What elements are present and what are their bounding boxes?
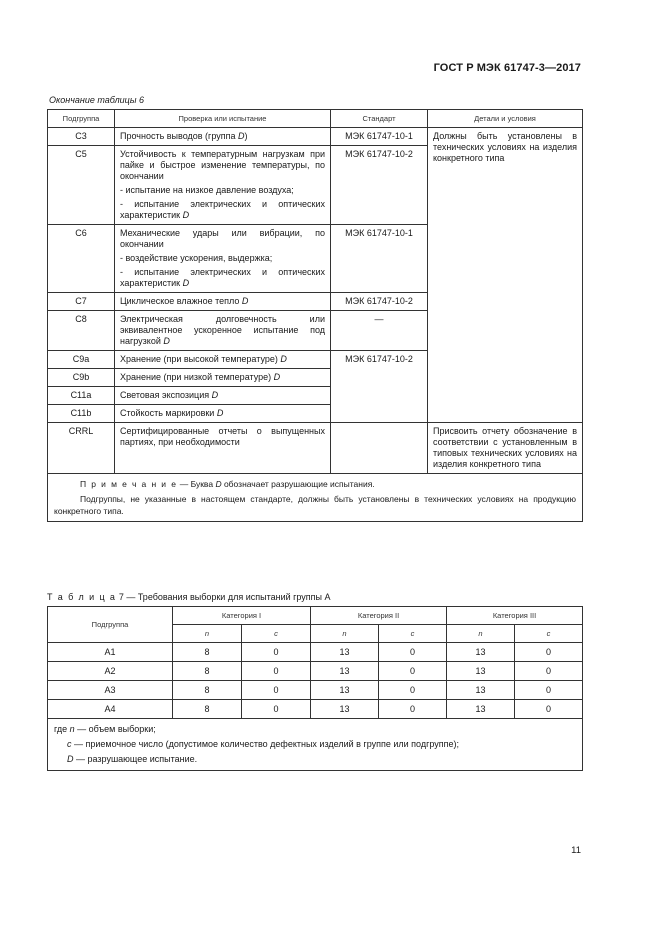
- col-header-subgroup: Подгруппа: [48, 607, 173, 643]
- cell: 0: [379, 662, 447, 681]
- row-standard: [331, 423, 428, 474]
- table-header-row: [48, 110, 583, 128]
- cell: 13: [311, 662, 379, 681]
- row-code: C5: [48, 146, 115, 225]
- col-header-subgroup: Подгруппа: [48, 110, 115, 128]
- col-header-c: c: [515, 625, 583, 643]
- table-note-row: [48, 474, 583, 522]
- col-header-category-2: Категория II: [311, 607, 447, 625]
- table-header-row: [48, 607, 583, 625]
- table-row: [48, 128, 583, 146]
- row-code: C8: [48, 311, 115, 351]
- cell: 8: [173, 643, 242, 662]
- row-subgroup: A3: [48, 681, 173, 700]
- col-header-standard: Стандарт: [331, 110, 428, 128]
- table-7-caption: Т а б л и ц а 7 — Требования выборки для испытаний группы А: [47, 592, 331, 602]
- table-row: [48, 700, 583, 719]
- cell: 0: [379, 643, 447, 662]
- col-header-n: n: [447, 625, 515, 643]
- table-row: [48, 662, 583, 681]
- cell: 8: [173, 681, 242, 700]
- table-6: [47, 109, 583, 522]
- row-test: Хранение (при низкой температуре) D: [115, 369, 331, 387]
- cell: 0: [379, 700, 447, 719]
- row-standard: МЭК 61747-10-2: [331, 293, 428, 311]
- table-legend-row: [48, 719, 583, 771]
- row-test: Циклическое влажное тепло D: [115, 293, 331, 311]
- cell: 0: [515, 643, 583, 662]
- col-header-n: n: [173, 625, 242, 643]
- cell: 13: [311, 681, 379, 700]
- row-code: CRRL: [48, 423, 115, 474]
- row-standard: МЭК 61747-10-2: [331, 351, 428, 423]
- page-number: 11: [571, 845, 581, 856]
- row-subgroup: A1: [48, 643, 173, 662]
- row-standard: МЭК 61747-10-2: [331, 146, 428, 225]
- row-test: Стойкость маркировки D: [115, 405, 331, 423]
- col-header-c: c: [242, 625, 311, 643]
- cell: 8: [173, 700, 242, 719]
- row-standard: —: [331, 311, 428, 351]
- table-legend: где n — объем выборки; c — приемочное число (допустимое количество дефектных изделий в группе или подгруппе); D — разрушающее испытание.: [48, 719, 583, 771]
- cell: 0: [242, 662, 311, 681]
- row-code: C9a: [48, 351, 115, 369]
- cell: 13: [447, 700, 515, 719]
- row-test: Механические удары или вибрации, по окончании - воздействие ускорения, выдержка; - испытание электрических и оптических характеристик D: [115, 225, 331, 293]
- cell: 0: [242, 700, 311, 719]
- col-header-c: c: [379, 625, 447, 643]
- cell: 0: [515, 700, 583, 719]
- cell: 0: [515, 662, 583, 681]
- col-header-test: Проверка или испытание: [115, 110, 331, 128]
- row-code: C6: [48, 225, 115, 293]
- row-code: C11a: [48, 387, 115, 405]
- row-code: C3: [48, 128, 115, 146]
- cell: 13: [447, 662, 515, 681]
- cell: 8: [173, 662, 242, 681]
- cell: 0: [242, 643, 311, 662]
- row-test: Хранение (при высокой температуре) D: [115, 351, 331, 369]
- row-details: Присвоить отчету обозначение в соответствии с установленным в типовых технических условиях на изделия конкретного типа: [428, 423, 583, 474]
- table-note: П р и м е ч а н и е — Буква D обозначает разрушающие испытания. Подгруппы, не указанные в настоящем стандарте, должны быть установлены в технических условиях на продукцию конкретного типа.: [48, 474, 583, 522]
- cell: 13: [311, 643, 379, 662]
- cell: 13: [447, 643, 515, 662]
- col-header-details: Детали и условия: [428, 110, 583, 128]
- table-7: [47, 606, 583, 771]
- row-subgroup: A2: [48, 662, 173, 681]
- row-test: Световая экспозиция D: [115, 387, 331, 405]
- col-header-category-1: Категория I: [173, 607, 311, 625]
- row-test: Электрическая долговечность или эквивалентное ускоренное испытание под нагрузкой D: [115, 311, 331, 351]
- row-test: Устойчивость к температурным нагрузкам при пайке и быстрое изменение температуры, по окончании - испытание на низкое давление воздуха; - испытание электрических и оптических характеристик D: [115, 146, 331, 225]
- row-code: C11b: [48, 405, 115, 423]
- row-test: Сертифицированные отчеты о выпущенных партиях, при необходимости: [115, 423, 331, 474]
- table-continuation-caption: Окончание таблицы 6: [49, 95, 144, 105]
- row-subgroup: A4: [48, 700, 173, 719]
- col-header-category-3: Категория III: [447, 607, 583, 625]
- table-row: [48, 423, 583, 474]
- row-standard: МЭК 61747-10-1: [331, 225, 428, 293]
- cell: 13: [311, 700, 379, 719]
- cell: 0: [515, 681, 583, 700]
- document-header: ГОСТ Р МЭК 61747-3—2017: [433, 62, 581, 74]
- cell: 13: [447, 681, 515, 700]
- col-header-n: n: [311, 625, 379, 643]
- row-code: C7: [48, 293, 115, 311]
- cell: 0: [379, 681, 447, 700]
- table-row: [48, 681, 583, 700]
- row-code: C9b: [48, 369, 115, 387]
- row-standard: МЭК 61747-10-1: [331, 128, 428, 146]
- table-row: [48, 643, 583, 662]
- cell: 0: [242, 681, 311, 700]
- row-details: Должны быть установлены в технических условиях на изделия конкретного типа: [428, 128, 583, 423]
- row-test: Прочность выводов (группа D): [115, 128, 331, 146]
